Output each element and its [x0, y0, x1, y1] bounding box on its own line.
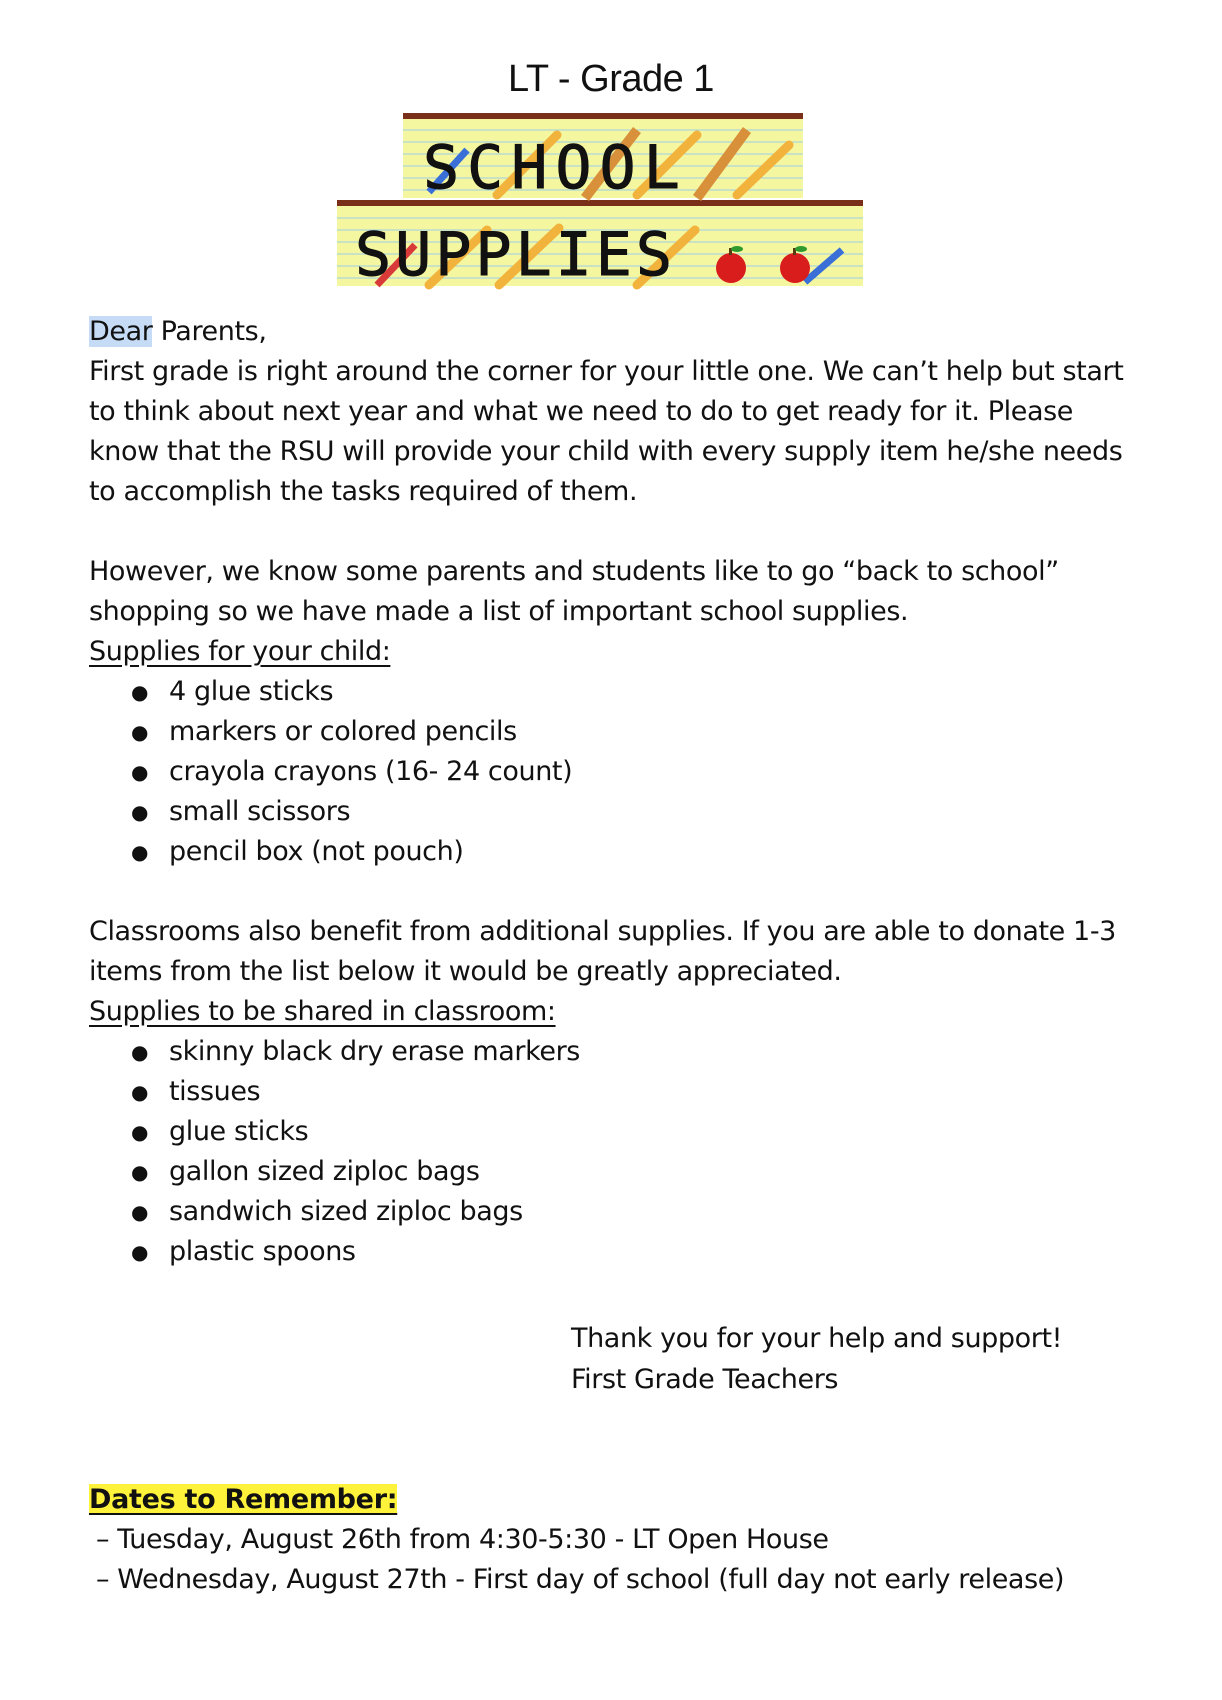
from-line: First Grade Teachers	[571, 1364, 839, 1395]
dates-list	[96, 1520, 1064, 1600]
school-supplies-banner	[337, 110, 897, 302]
dates-heading-text: Dates to Remember:	[89, 1484, 398, 1515]
letter-body	[89, 312, 1149, 1272]
signoff	[571, 1318, 1062, 1400]
date-item: – Wednesday, August 27th - First day of school (full day not early release)	[96, 1564, 1065, 1595]
however-paragraph: However, we know some parents and students like to go “back to school” shopping so we have made a list of important school supplies.	[89, 556, 1059, 627]
list-item: ● tissues	[89, 1072, 1149, 1112]
classrooms-paragraph: Classrooms also benefit from additional supplies. If you are able to donate 1-3 items from the list below it would be greatly appreciated.	[89, 916, 1116, 987]
greeting-highlight: Dear	[89, 316, 153, 347]
list-item: ● small scissors	[89, 792, 1149, 832]
shared-supplies-heading: Supplies to be shared in classroom:	[89, 996, 556, 1027]
list-item: ● 4 glue sticks	[89, 672, 1149, 712]
list-item: ● markers or colored pencils	[89, 712, 1149, 752]
list-item: ● gallon sized ziploc bags	[89, 1152, 1149, 1192]
list-item: ● skinny black dry erase markers	[89, 1032, 1149, 1072]
dates-heading	[89, 1480, 397, 1520]
greeting-rest: Parents,	[152, 316, 267, 347]
intro-paragraph: First grade is right around the corner for your little one. We can’t help but start to think about next year and what we need to do to get ready for it. Please know that the RSU will provide your child with every supply item he/she needs to accomplish the tasks required of them.	[89, 356, 1124, 507]
child-supplies-list	[89, 672, 1149, 872]
date-item: – Tuesday, August 26th from 4:30-5:30 - LT Open House	[96, 1524, 829, 1555]
blank-line	[89, 512, 1149, 552]
list-item: ● plastic spoons	[89, 1232, 1149, 1272]
child-supplies-heading: Supplies for your child:	[89, 636, 391, 667]
shared-supplies-list	[89, 1032, 1149, 1272]
banner-word-school: SCHOOL	[423, 133, 688, 203]
greeting	[89, 312, 1149, 352]
page-title: LT - Grade 1	[508, 58, 714, 100]
thanks-line: Thank you for your help and support!	[571, 1323, 1063, 1354]
list-item: ● crayola crayons (16- 24 count)	[89, 752, 1149, 792]
list-item: ● pencil box (not pouch)	[89, 832, 1149, 872]
list-item: ● glue sticks	[89, 1112, 1149, 1152]
banner-word-supplies: SUPPLIES	[355, 220, 676, 290]
top-shelf	[403, 113, 803, 119]
list-item: ● sandwich sized ziploc bags	[89, 1192, 1149, 1232]
blank-line	[89, 872, 1149, 912]
